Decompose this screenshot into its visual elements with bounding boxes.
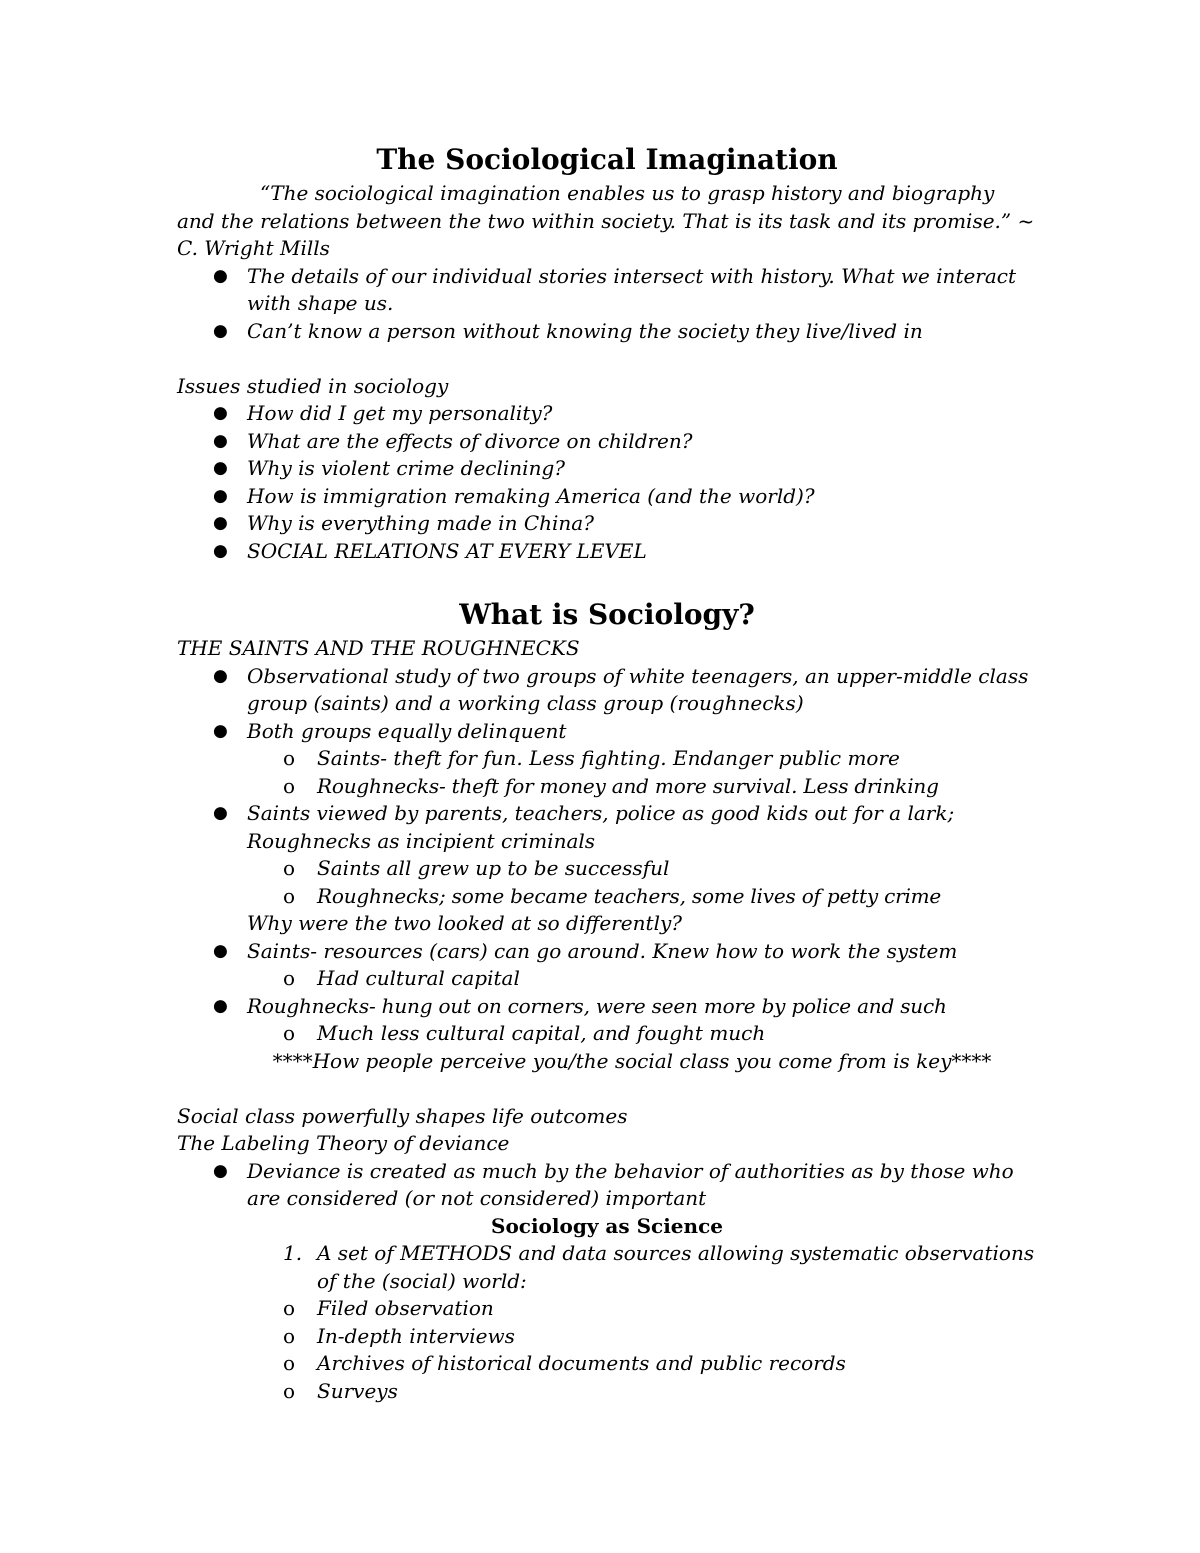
issues-bullets xyxy=(177,400,1037,565)
sub-bullet-icon: o xyxy=(283,1323,296,1348)
list-item: ● Can’t know a person without knowing the society they live/lived in xyxy=(177,318,1037,346)
number-marker: 1. xyxy=(283,1241,303,1265)
bullet-icon: ● xyxy=(213,458,228,478)
saints-roughnecks-list xyxy=(177,663,1037,911)
bullet-icon: ● xyxy=(213,803,228,823)
list-item: ● Observational study of two groups of white teenagers, an upper-middle class group (saints) and a working class group (roughnecks) xyxy=(213,663,1029,715)
bullet-icon: ● xyxy=(213,513,228,533)
sub-list-item: o Surveys xyxy=(177,1378,1037,1406)
list-item: ● Saints- resources (cars) can go around. Knew how to work the system xyxy=(177,938,1037,966)
key-statement: ****How people perceive you/the social class you come from is key**** xyxy=(272,1048,992,1073)
saints-roughnecks-heading: THE SAINTS AND THE ROUGHNECKS xyxy=(177,636,580,660)
list-item: ● Deviance is created as much by the behavior of authorities as by those who are considered (or not considered) important xyxy=(213,1158,1014,1210)
sub-list-item: o Saints- theft for fun. Less fighting. Endanger public more xyxy=(177,745,1037,773)
sub-bullet-icon: o xyxy=(283,966,296,990)
bullet-icon: ● xyxy=(213,320,228,341)
bullet-icon: ● xyxy=(213,1160,228,1181)
sub-list-item: o Much less cultural capital, and fought much xyxy=(177,1020,1037,1048)
sub-bullet-icon: o xyxy=(283,856,296,880)
list-item: ● Why is violent crime declining? xyxy=(177,455,1037,483)
list-item: ● Both groups equally delinquent xyxy=(177,718,1037,746)
bullet-icon: ● xyxy=(213,940,228,961)
list-item: ● How is immigration remaking America (and the world)? xyxy=(177,483,1037,511)
sub-bullet-icon: o xyxy=(283,1351,296,1375)
numbered-item: 1. A set of METHODS and data sources allowing systematic observations of the (social) world: xyxy=(283,1241,1035,1293)
bullet-icon: ● xyxy=(213,485,228,506)
bullet-icon: ● xyxy=(213,665,228,686)
labeling-theory-line: The Labeling Theory of deviance xyxy=(177,1131,510,1155)
list-item: ● Saints viewed by parents, teachers, police as good kids out for a lark; Roughnecks as incipient criminals xyxy=(213,801,955,853)
document-content xyxy=(177,140,1037,1405)
bullet-icon: ● xyxy=(213,430,228,451)
bullet-icon: ● xyxy=(213,265,228,286)
labeling-bullets xyxy=(177,1158,1037,1213)
sub-list-item: o Saints all grew up to be successful xyxy=(177,855,1037,883)
sub-list-item: o Roughnecks- theft for money and more survival. Less drinking xyxy=(177,773,1037,801)
sub-bullet-icon: o xyxy=(283,746,296,770)
list-item: ● SOCIAL RELATIONS AT EVERY LEVEL xyxy=(177,538,1037,566)
bullet-icon: ● xyxy=(213,720,228,741)
list-item: ● What are the effects of divorce on children? xyxy=(177,428,1037,456)
title-sociology-as-science: Sociology as Science xyxy=(491,1213,723,1238)
question-line: Why were the two looked at so differently? xyxy=(247,911,682,935)
sub-list-item: o Roughnecks; some became teachers, some lives of petty crime xyxy=(177,883,1037,911)
list-item: ● How did I get my personality? xyxy=(177,400,1037,428)
imagination-bullets xyxy=(177,263,1037,346)
sub-bullet-icon: o xyxy=(283,1378,296,1403)
sub-list-item: o Had cultural capital xyxy=(177,965,1037,993)
sub-bullet-icon: o xyxy=(283,773,296,798)
sub-bullet-icon: o xyxy=(283,883,296,908)
bullet-icon: ● xyxy=(213,403,228,423)
list-item: ● Why is everything made in China? xyxy=(177,510,1037,538)
social-class-line: Social class powerfully shapes life outcomes xyxy=(177,1103,628,1128)
sub-list-item: o Archives of historical documents and public records xyxy=(177,1350,1037,1378)
sub-bullet-icon: o xyxy=(283,1296,296,1320)
sub-list-item: o In-depth interviews xyxy=(177,1323,1037,1351)
title-what-is-sociology: What is Sociology? xyxy=(459,598,755,631)
bullet-icon: ● xyxy=(213,540,228,561)
list-item: ● Roughnecks- hung out on corners, were seen more by police and such xyxy=(177,993,1037,1021)
bullet-icon: ● xyxy=(213,995,228,1016)
list-item: ● The details of our individual stories intersect with history. What we interact with shape us. xyxy=(213,263,1017,315)
title-sociological-imagination: The Sociological Imagination xyxy=(376,143,838,176)
saints-roughnecks-list-2 xyxy=(177,938,1037,1048)
science-list xyxy=(177,1240,1037,1405)
issues-heading: Issues studied in sociology xyxy=(177,373,449,398)
sub-bullet-icon: o xyxy=(283,1021,296,1045)
sub-list-item: o Filed observation xyxy=(177,1295,1037,1323)
mills-quote: “The sociological imagination enables us to grasp history and biography and the relations between the two within society. That is its task and its promise.” ~ C. Wright Mills xyxy=(177,181,1035,260)
